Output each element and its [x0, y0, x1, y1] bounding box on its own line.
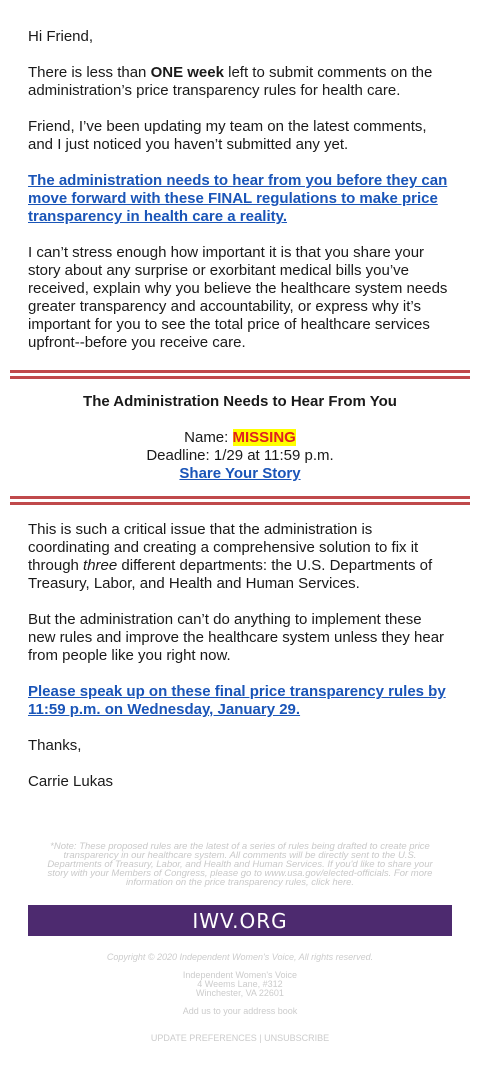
callout-name-label: Name:	[184, 429, 233, 446]
unsubscribe-link[interactable]: UNSUBSCRIBE	[264, 1033, 330, 1043]
share-story-link[interactable]: Share Your Story	[179, 465, 301, 482]
callout-heading: The Administration Needs to Hear From You	[83, 393, 397, 410]
paragraph-critical	[28, 521, 452, 593]
paragraph-critical-em: three	[83, 557, 118, 574]
footnote: *Note: These proposed rules are the latest of a series of rules being drafted to create price transparency in our healthcare system. All comments will be directly sent to the U.S. Departments of Treasury, Labor, and Health and Human Services. If you'd like to share your story with your Members of Congress, please go to www.usa.gov/elected-officials. For more information on the price transparency rules, click here.	[47, 841, 433, 888]
update-preferences-link[interactable]: UPDATE PREFERENCES	[150, 1033, 257, 1043]
paragraph-deadline-pre: There is less than	[28, 64, 151, 81]
paragraph-critical-post: different departments: the U.S. Departments of Treasury, Labor, and Health and Human Services.	[28, 557, 433, 592]
address-street: 4 Weems Lane, #312	[197, 979, 283, 989]
paragraph-stress: I can’t stress enough how important it is that you share your story about any surprise or exorbitant medical bills you’ve received, explain why you believe the healthcare system needs greater transparency and accountability, or express why it’s important for you to see the total price of healthcare services upfront--before you receive care.	[28, 244, 448, 351]
copyright: Copyright © 2020 Independent Women's Voice, All rights reserved.	[106, 952, 374, 962]
speak-up-link[interactable]: Please speak up on these final price transparency rules by 11:59 p.m. on Wednesday, January 29.	[28, 683, 446, 718]
greeting: Hi Friend,	[28, 28, 94, 45]
divider-top	[10, 370, 470, 379]
paragraph-update: Friend, I’ve been updating my team on the latest comments, and I just noticed you haven’t submitted any yet.	[28, 118, 427, 153]
callout-name-value: MISSING	[232, 429, 296, 446]
paragraph-deadline	[28, 64, 452, 100]
address-city: Winchester, VA 22601	[196, 988, 284, 998]
address-org: Independent Women's Voice	[182, 970, 298, 980]
preferences-separator: |	[256, 1033, 265, 1043]
divider-bottom	[10, 496, 470, 505]
callout-deadline: Deadline: 1/29 at 11:59 p.m.	[146, 447, 334, 464]
share-story-container	[0, 465, 480, 483]
hear-from-you-link[interactable]: The administration needs to hear from you before they can move forward with these FINAL regulations to make price transparency in health care a reality.	[28, 172, 448, 225]
address-book-link-row	[0, 1007, 480, 1016]
signoff: Thanks,	[28, 737, 82, 754]
iwv-banner[interactable]	[28, 905, 452, 936]
paragraph-implement: But the administration can’t do anything to implement these new rules and improve the healthcare system unless they hear from people like you right now.	[28, 611, 445, 664]
address-book-link[interactable]: Add us to your address book	[182, 1006, 298, 1016]
signature: Carrie Lukas	[28, 773, 114, 790]
paragraph-critical-pre: This is such a critical issue that the administration is coordinating and creating a comprehensive solution to fix it through	[28, 521, 419, 574]
iwv-logo-text: IWV.ORG	[192, 908, 288, 933]
paragraph-deadline-post: left to submit comments on the administration’s price transparency rules for health care.	[28, 64, 433, 99]
paragraph-deadline-strong: ONE week	[150, 64, 224, 81]
preferences-row	[0, 1034, 480, 1043]
callout-name-line	[0, 429, 480, 447]
